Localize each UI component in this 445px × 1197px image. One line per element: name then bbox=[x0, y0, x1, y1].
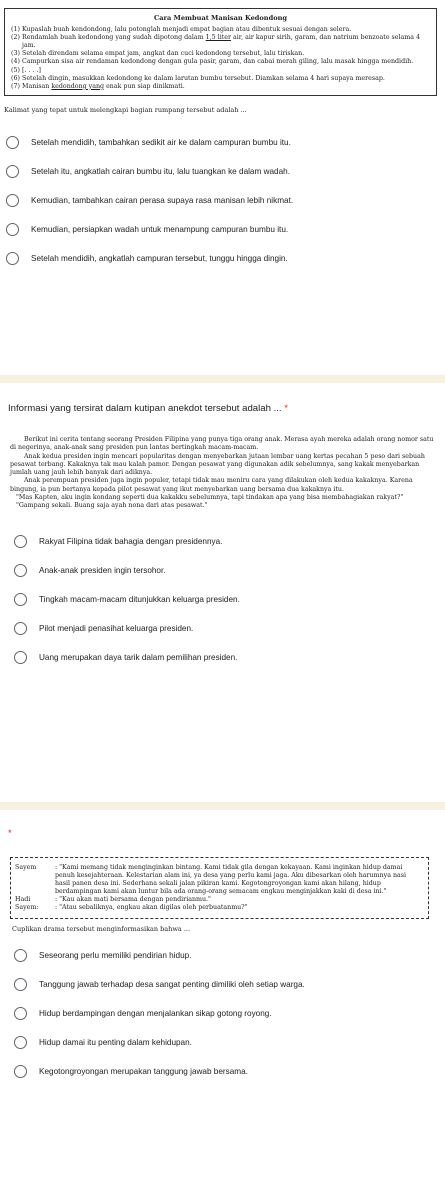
answer-option[interactable]: Rakyat Filipina tidak bahagia dengan presidennya. bbox=[14, 527, 437, 556]
paragraph: Anak perempuan presiden juga ingin populer, tetapi tidak mau meniru cara yang dilakukan oleh kedua kakaknya. Karena bingung, ia pun bertanya kepada pilot pesawat yang ikut menyebarkan uang bersama dua kakaknya itu. bbox=[10, 477, 413, 493]
speaker-text: : "Atau sebaliknya, engkau akan digilas oleh perbuatanmu?" bbox=[55, 904, 248, 912]
answer-option[interactable]: Hidup damai itu penting dalam kehidupan. bbox=[14, 1028, 437, 1057]
radio-button[interactable] bbox=[14, 622, 27, 635]
answer-option[interactable]: Kemudian, persiapkan wadah untuk menampung campuran bumbu itu. bbox=[6, 215, 445, 244]
recipe-step: (4) Campurkan sisa air rendaman kedondong dengan gula pasir, garam, dan cabai merah giling, lalu masak hingga mendidih. bbox=[11, 58, 414, 66]
question-title bbox=[8, 828, 437, 839]
answer-option[interactable]: Anak-anak presiden ingin tersohor. bbox=[14, 556, 437, 585]
question-prompt: Kalimat yang tepat untuk melengkapi bagian rumpang tersebut adalah ... bbox=[4, 105, 247, 114]
speaker-text: : "Kau akan mati bersama dengan pendirianmu." bbox=[55, 896, 211, 904]
radio-button[interactable] bbox=[14, 978, 27, 991]
radio-button[interactable] bbox=[14, 651, 27, 664]
section-divider bbox=[0, 802, 445, 810]
answer-option[interactable]: Kemudian, tambahkan cairan perasa supaya rasa manisan lebih nikmat. bbox=[6, 186, 445, 215]
answer-option[interactable]: Setelah itu, angkatlah cairan bumbu itu, lalu tuangkan ke dalam wadah. bbox=[6, 157, 445, 186]
answer-options bbox=[8, 941, 437, 1086]
radio-button[interactable] bbox=[6, 194, 19, 207]
paragraph: Berikut ini cerita tentang seorang Presiden Filipina yang punya tiga orang anak. Merasa ayah mereka adalah orang nomor satu di negerinya, anak-anak sang presiden pun lantas bertingkah macam-macam. bbox=[10, 436, 434, 452]
answer-option[interactable]: Uang merupakan daya tarik dalam pemilihan presiden. bbox=[14, 643, 437, 672]
radio-button[interactable] bbox=[14, 949, 27, 962]
radio-button[interactable] bbox=[6, 165, 19, 178]
recipe-title: Cara Membuat Manisan Kedondong bbox=[154, 14, 287, 22]
answer-option[interactable]: Hidup berdampingan dengan menjalankan sikap gotong royong. bbox=[14, 999, 437, 1028]
answer-option[interactable]: Setelah mendidih, angkatlah campuran tersebut, tunggu hingga dingin. bbox=[6, 244, 445, 273]
radio-button[interactable] bbox=[14, 1065, 27, 1078]
answer-options bbox=[8, 527, 437, 672]
radio-button[interactable] bbox=[14, 564, 27, 577]
answer-option[interactable]: Seseorang perlu memiliki pendirian hidup. bbox=[14, 941, 437, 970]
question-1 bbox=[0, 0, 445, 375]
paragraph: Anak kedua presiden ingin mencari popularitas dengan menyebarkan jutaan lembar uang kertas pecahan 5 peso dari sebuah pesawat terbang. Kakaknya tak mau kalah pamor. Dengan pesawat yang digunakan adik sebelumnya, sang kakak menyebarkan jumlah uang jauh lebih banyak dari adiknya. bbox=[10, 452, 425, 477]
anecdote-text bbox=[10, 436, 435, 511]
speaker-name: Sayem bbox=[15, 864, 37, 871]
radio-button[interactable] bbox=[6, 136, 19, 149]
drama-excerpt bbox=[10, 857, 429, 919]
answer-option[interactable]: Setelah mendidih, tambahkan sedikit air ke dalam campuran bumbu itu. bbox=[6, 128, 445, 157]
recipe-step: (1) Kupaslah buah kendondong, lalu potonglah menjadi empat bagian atau dibentuk sesuai dengan selera. bbox=[11, 26, 352, 34]
answer-options bbox=[0, 128, 445, 273]
recipe-step: (5) [. . . .] bbox=[11, 66, 41, 74]
section-divider bbox=[0, 375, 445, 383]
underlined-text: 1,5 liter bbox=[205, 34, 231, 42]
recipe-box bbox=[4, 8, 437, 96]
question-prompt: Cuplikan drama tersebut menginformasikan bahwa ... bbox=[12, 924, 191, 933]
question-title: Informasi yang tersirat dalam kutipan anekdot tersebut adalah ... * bbox=[8, 403, 288, 414]
radio-button[interactable] bbox=[6, 252, 19, 265]
question-2 bbox=[0, 383, 445, 802]
radio-button[interactable] bbox=[6, 223, 19, 236]
dialog-line bbox=[15, 896, 422, 904]
recipe-step: (2) Rendamlah buah kedondong yang sudah dipotong dalam 1,5 liter air, air kapur sirih, garam, dan natrium benzoate selama 4 jam. bbox=[11, 34, 421, 50]
answer-option[interactable]: Tanggung jawab terhadap desa sangat penting dimiliki oleh setiap warga. bbox=[14, 970, 437, 999]
paragraph: "Gampang sekali. Buang saja ayah nona dari atas pesawat." bbox=[16, 502, 208, 510]
recipe-step: (7) Manisan kedondong yang enak pun siap dinikmati. bbox=[11, 82, 185, 90]
speaker-text: : "Kami memang tidak menginginkan bintang. Kami tidak gila dengan kekayaan. Kami inginkan hidup damai penuh kesejahteraan. Kelestarian alam ini, ya desa yang perlu kami jaga. Aku dibesarkan oleh harumnya nasi hasil panen desa ini. Sederhana sekali jalan pikiran kami. Kegotongroyongan kami akan hilang, hidup berdampingan kami akan luntur bila ada orang-orang semacam engkau menginjakkan kaki di desa ini." bbox=[55, 864, 407, 896]
question-3 bbox=[0, 810, 445, 1197]
speaker-name: Sayem: bbox=[15, 904, 39, 912]
dialog-line bbox=[15, 864, 422, 896]
paragraph: "Mas Kapten, aku ingin kondang seperti dua kakakku sebelumnya, tapi tindakan apa yang bisa membahagiakan rakyat?" bbox=[16, 494, 404, 502]
answer-option[interactable]: Pilot menjadi penasihat keluarga presiden. bbox=[14, 614, 437, 643]
radio-button[interactable] bbox=[14, 535, 27, 548]
answer-option[interactable]: Kegotongroyongan merupakan tanggung jawab bersama. bbox=[14, 1057, 437, 1086]
speaker-name: Hadi bbox=[15, 896, 31, 904]
required-mark: * bbox=[8, 828, 12, 839]
radio-button[interactable] bbox=[14, 1036, 27, 1049]
underlined-text: kedondong yang bbox=[51, 82, 105, 90]
recipe-step: (3) Setelah direndam selama empat jam, angkat dan cuci kedondong tersebut, lalu tiriskan. bbox=[11, 50, 305, 58]
radio-button[interactable] bbox=[14, 1007, 27, 1020]
answer-option[interactable]: Tingkah macam-macam ditunjukkan keluarga presiden. bbox=[14, 585, 437, 614]
radio-button[interactable] bbox=[14, 593, 27, 606]
dialog-line bbox=[15, 904, 422, 912]
required-mark: * bbox=[284, 403, 288, 414]
recipe-step: (6) Setelah dingin, masukkan kedondong ke dalam larutan bumbu tersebut. Diamkan selama 4 hari supaya meresap. bbox=[11, 74, 385, 82]
